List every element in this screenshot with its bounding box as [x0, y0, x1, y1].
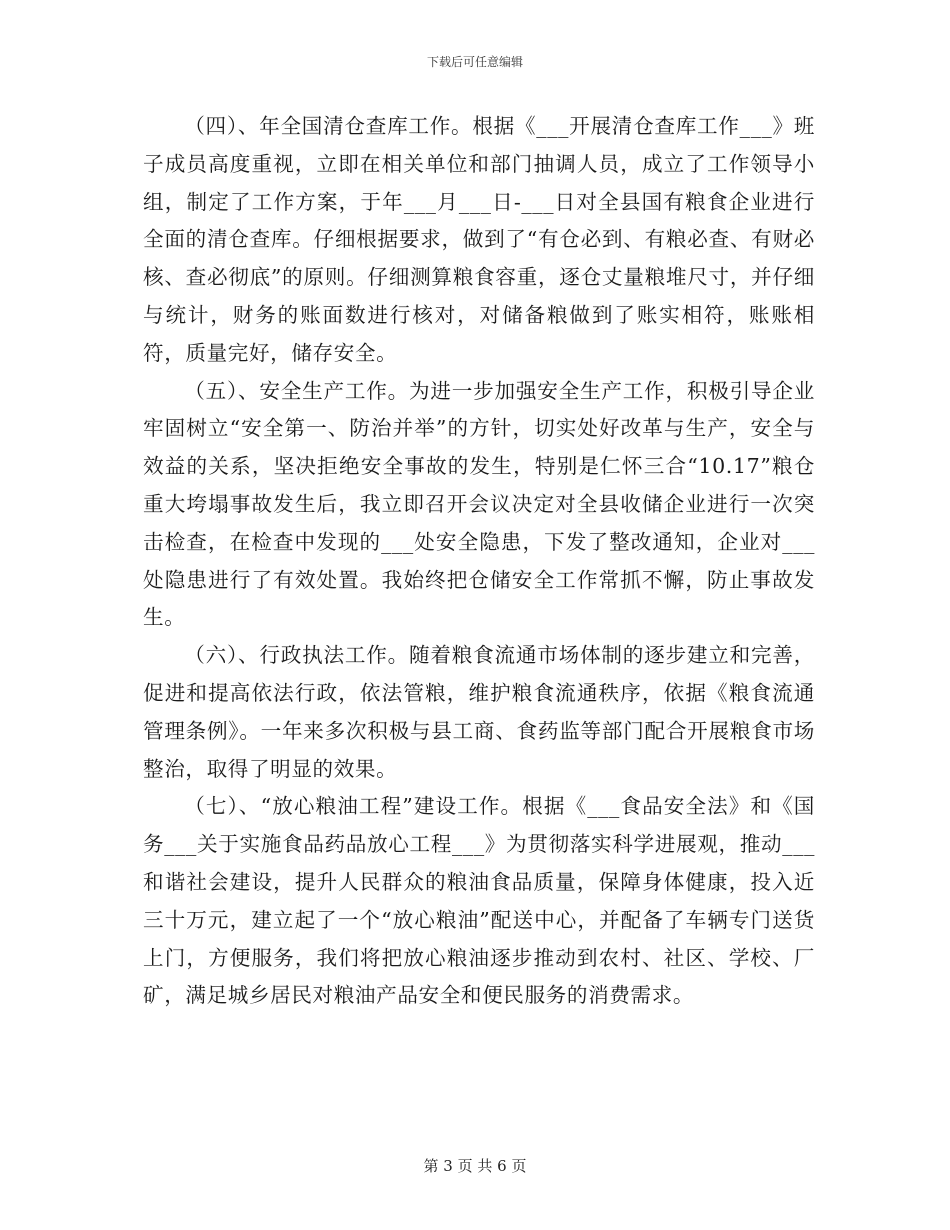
paragraph-section-4: （四）、年全国清仓查库工作。根据《___开展清仓查库工作___》班子成员高度重视，立即在相关单位和部门抽调人员，成立了工作领导小组，制定了工作方案，于年___月___日-___日对全县国有粮食企业进行全面的清仓查库。仔细根据要求，做到了“有仓必到、有粮必查、有财必核、查必彻底”的原则。仔细测算粮食容重，逐仓丈量粮堆尺寸，并仔细与统计，财务的账面数进行核对，对储备粮做到了账实相符，账账相符，质量完好，储存安全。	[143, 114, 815, 365]
page-number: 第 3 页 共 6 页	[423, 1157, 527, 1175]
paragraph-section-6: （六）、行政执法工作。随着粮食流通市场体制的逐步建立和完善，促进和提高依法行政，依法管粮，维护粮食流通秩序，依据《粮食流通管理条例》。一年来多次积极与县工商、食药监等部门配合开展粮食市场整治，取得了明显的效果。	[143, 643, 815, 781]
paragraph-section-7: （七）、“放心粮油工程”建设工作。根据《___食品安全法》和《国务___关于实施食品药品放心工程___》为贯彻落实科学进展观，推动___和谐社会建设，提升人民群众的粮油食品质量，保障身体健康，投入近三十万元，建立起了一个“放心粮油”配送中心，并配备了车辆专门送货上门，方便服务，我们将把放心粮油逐步推动到农村、社区、学校、厂矿，满足城乡居民对粮油产品安全和便民服务的消费需求。	[143, 794, 815, 1008]
header-note: 下载后可任意编辑	[426, 55, 523, 69]
paragraph-section-5: （五）、安全生产工作。为进一步加强安全生产工作，积极引导企业牢固树立“安全第一、防治并举”的方针，切实处好改革与生产，安全与效益的关系，坚决拒绝安全事故的发生，特别是仁怀三合“10.17”粮仓重大垮塌事故发生后，我立即召开会议决定对全县收储企业进行一次突击检查，在检查中发现的___处安全隐患，下发了整改通知，企业对___处隐患进行了有效处置。我始终把仓储安全工作常抓不懈，防止事故发生。	[143, 378, 815, 630]
document-body	[143, 108, 815, 1015]
